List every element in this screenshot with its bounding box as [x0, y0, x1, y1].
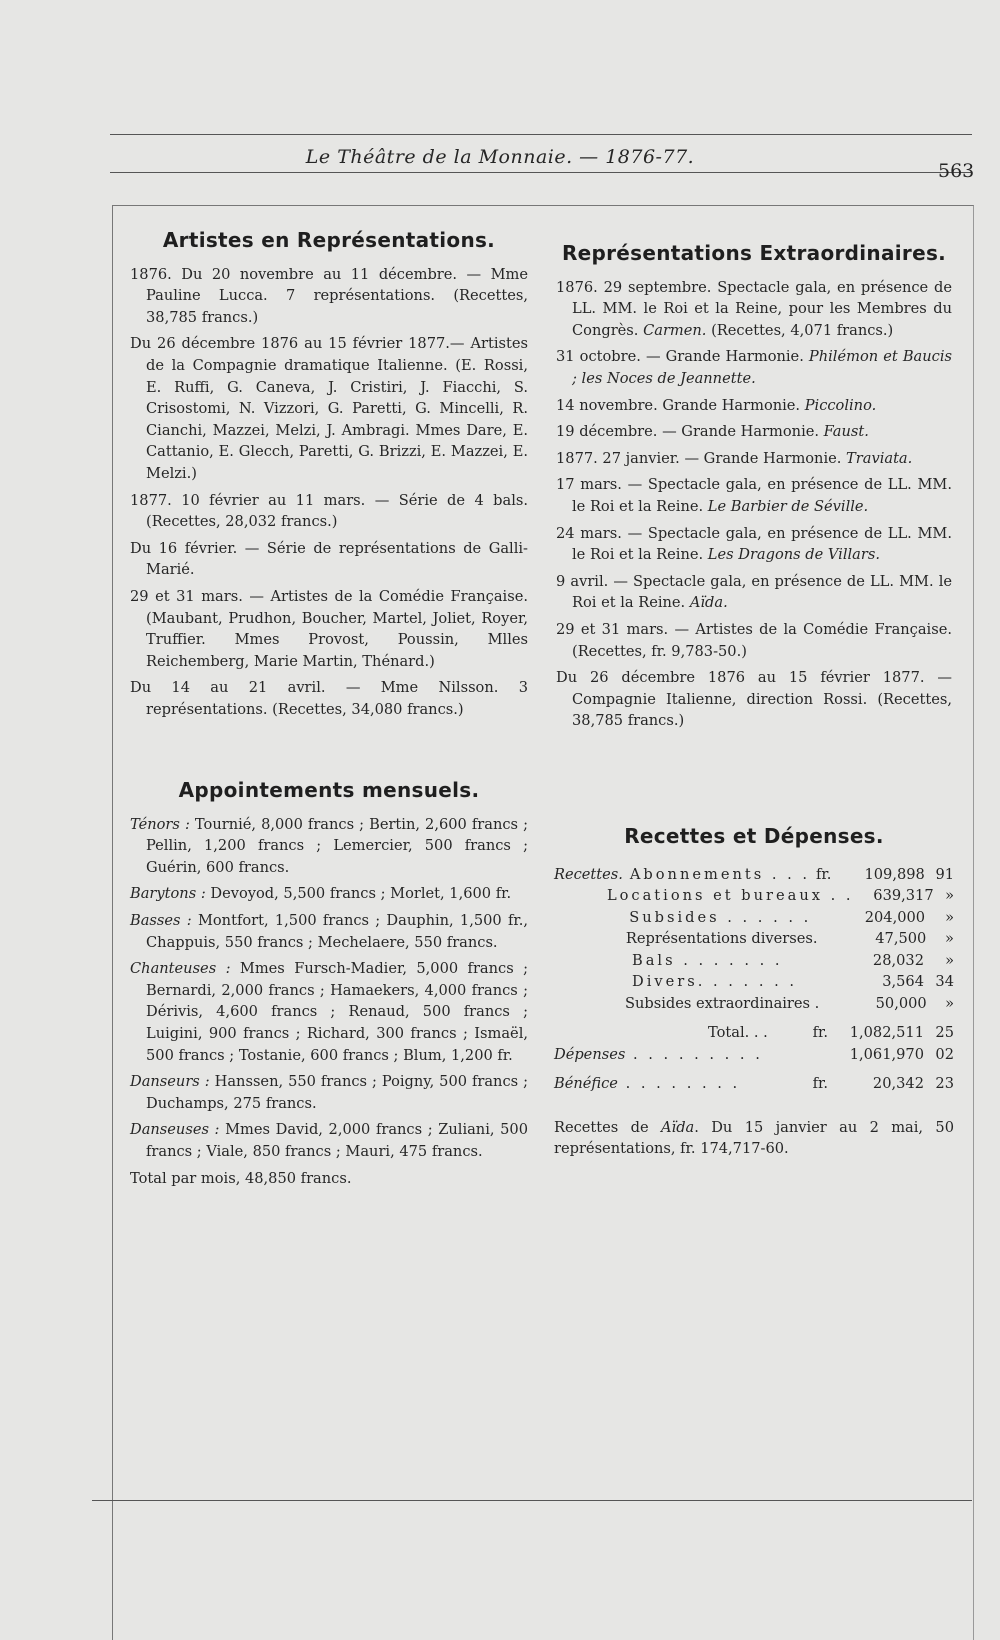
header-top-rule: [110, 134, 972, 135]
list-item: 1877. 27 janvier. — Grande Harmonie. Traviata.: [556, 449, 913, 467]
artistes-section: [130, 230, 528, 725]
list-item: 9 avril. — Spectacle gala, en présence de LL. MM. le Roi et la Reine. Aïda.: [556, 572, 952, 612]
list-item: Du 16 février. — Série de représentations de Galli-Marié.: [130, 539, 528, 579]
extraordinaires-section: [556, 243, 952, 737]
artistes-heading: Artistes en Représentations.: [162, 228, 496, 252]
aida-note: Recettes de Aïda. Du 15 janvier au 2 mai, 50 représentations, fr. 174,717-60.: [554, 1118, 954, 1158]
list-item: 19 décembre. — Grande Harmonie. Faust.: [556, 423, 869, 441]
list-item: 1876. Du 20 novembre au 11 décembre. — Mme Pauline Lucca. 7 représentations. (Recettes, 38,785 francs.): [130, 265, 528, 326]
extraordinaires-heading: Représentations Extraordinaires.: [561, 241, 947, 265]
table-row: Divers. . . . . . . 3,564 34: [632, 973, 954, 991]
appointements-section: [130, 780, 528, 1194]
header-bottom-rule: [110, 172, 972, 173]
list-item: 1876. 29 septembre. Spectacle gala, en présence de LL. MM. le Roi et la Reine, pour les Membres du Congrès. Carmen. (Recettes, 4,071 francs.): [556, 278, 952, 339]
running-header: Le Théâtre de la Monnaie. — 1876-77.: [305, 146, 695, 168]
list-item: Total par mois, 48,850 francs.: [130, 1169, 352, 1187]
recettes-table: [554, 864, 954, 1095]
list-item: 31 octobre. — Grande Harmonie. Philémon et Baucis ; les Noces de Jeannette.: [556, 348, 952, 387]
table-row: Représentations diverses. 47,500 »: [625, 930, 954, 948]
list-item: 17 mars. — Spectacle gala, en présence de LL. MM. le Roi et la Reine. Le Barbier de Séville.: [556, 476, 952, 515]
depenses-row: Dépenses . . . . . . . . . 1,061,970 02: [554, 1045, 954, 1063]
table-row: Recettes. Abonnements . . . fr. 109,898 91: [554, 865, 955, 883]
table-row: Bals . . . . . . . 28,032 »: [632, 951, 954, 969]
table-row: Subsides extraordinaires . 50,000 »: [624, 994, 954, 1012]
table-row: Subsides . . . . . . 204,000 »: [629, 908, 955, 926]
list-item: Barytons : Devoyod, 5,500 francs ; Morlet, 1,600 fr.: [130, 885, 512, 903]
list-item: Danseuses : Mmes David, 2,000 francs ; Zuliani, 500 francs ; Viale, 850 francs ; Mauri, 475 francs.: [130, 1121, 528, 1160]
list-item: Du 14 au 21 avril. — Mme Nilsson. 3 représentations. (Recettes, 34,080 francs.): [130, 679, 528, 718]
total-row: Total. . . fr. 1,082,511 25: [708, 1024, 954, 1042]
list-item: 1877. 10 février au 11 mars. — Série de 4 bals. (Recettes, 28,032 francs.): [130, 491, 528, 531]
list-item: 29 et 31 mars. — Artistes de la Comédie Française. (Recettes, fr. 9,783-50.): [556, 620, 952, 660]
appointements-heading: Appointements mensuels.: [178, 778, 480, 802]
list-item: 24 mars. — Spectacle gala, en présence de LL. MM. le Roi et la Reine. Les Dragons de Villars.: [556, 524, 952, 564]
table-row: Locations et bureaux . . 639,317 »: [606, 887, 954, 905]
list-item: Danseurs : Hanssen, 550 francs ; Poigny, 500 francs ; Duchamps, 275 francs.: [130, 1073, 528, 1112]
benefice-row: Bénéfice . . . . . . . . fr. 20,342 23: [554, 1075, 954, 1093]
list-item: Du 26 décembre 1876 au 15 février 1877.— Artistes de la Compagnie dramatique Italienne. (E. Rossi, E. Ruffi, G. Caneva, J. Cristiri, J. Fiacchi, S. Crisostomi, N. Vizzori, G. Paretti, G. Mincelli, R. Cianchi, Mazzei, Melzi, J. Ambragi. Mmes Dare, E. Cattanio, E. Glecch, Paretti, G. Brizzi, E. Mazzei, E. Melzi.): [130, 335, 528, 482]
artistes-list: [130, 264, 528, 721]
list-item: Basses : Montfort, 1,500 francs ; Dauphin, 1,500 fr., Chappuis, 550 francs ; Mechelaere, 550 francs.: [130, 911, 529, 951]
recettes-section: [554, 826, 954, 1174]
list-item: Ténors : Tournié, 8,000 francs ; Bertin, 2,600 francs ; Pellin, 1,200 francs ; Lemercier, 500 francs ; Guérin, 600 francs.: [130, 815, 529, 876]
frame-bottom-rule: [92, 1500, 972, 1501]
list-item: Du 26 décembre 1876 au 15 février 1877. — Compagnie Italienne, direction Rossi. (Recettes, 38,785 francs.): [556, 669, 952, 730]
list-item: 29 et 31 mars. — Artistes de la Comédie Française. (Maubant, Prudhon, Boucher, Martel, Joliet, Royer, Truffier. Mmes Provost, Poussin, Mlles Reichemberg, Marie Martin, Thénard.): [130, 587, 528, 670]
list-item: Chanteuses : Mmes Fursch-Madier, 5,000 francs ; Bernardi, 2,000 francs ; Hamaekers, 4,000 francs ; Dérivis, 4,600 francs ; Renaud, 500 francs ; Luigini, 900 francs ; Richard, 300 francs ; Ismaël, 500 francs ; Tostanie, 600 francs ; Blum, 1,200 fr.: [130, 960, 528, 1064]
recettes-heading: Recettes et Dépenses.: [624, 824, 884, 848]
page-number: 563: [938, 160, 975, 182]
list-item: 14 novembre. Grande Harmonie. Piccolino.: [556, 396, 877, 414]
